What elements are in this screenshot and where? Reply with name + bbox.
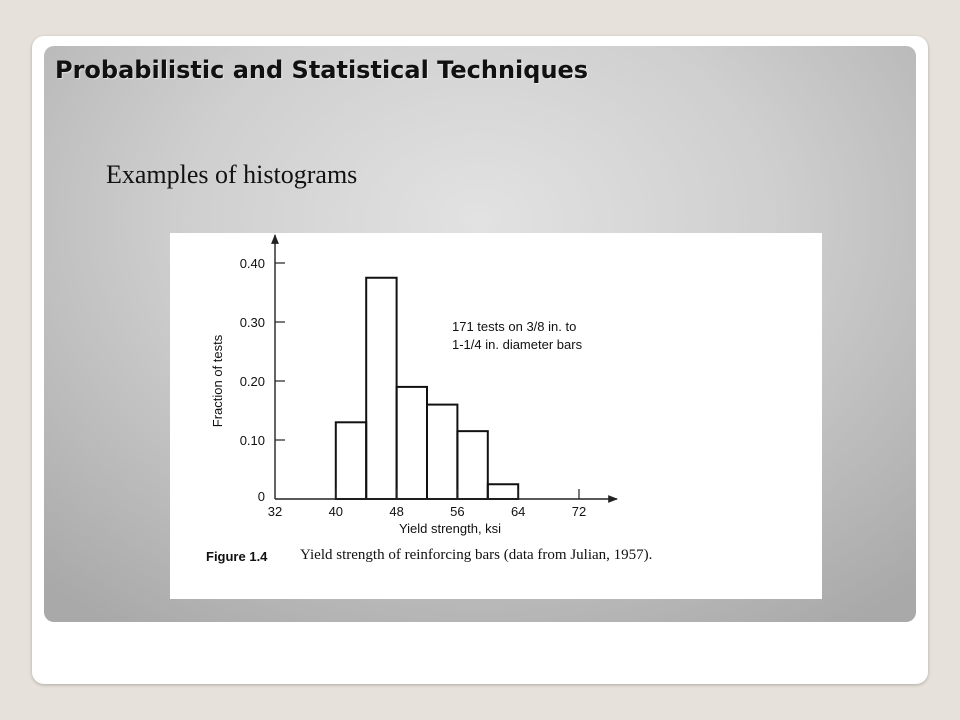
x-tick-label: 64	[510, 504, 526, 519]
figure-caption: Yield strength of reinforcing bars (data from Julian, 1957).	[300, 547, 653, 563]
histogram-bar	[427, 405, 457, 499]
y-tick-label: 0.30	[239, 315, 265, 330]
histogram-chart	[170, 233, 822, 599]
slide-subtitle: Examples of histograms	[106, 160, 358, 189]
histogram-bar	[457, 431, 487, 499]
x-tick-label: 48	[389, 504, 404, 519]
y-tick-label: 0	[257, 489, 265, 504]
histogram-bar	[397, 387, 427, 499]
slide-title: Probabilistic and Statistical Techniques	[55, 56, 589, 84]
x-tick-label: 32	[267, 504, 283, 519]
y-tick-label: 0.20	[239, 374, 265, 389]
histogram-bar	[488, 484, 518, 499]
figure-label: Figure 1.4	[206, 549, 268, 564]
x-axis-label: Yield strength, ksi	[398, 521, 502, 536]
x-tick-label: 56	[450, 504, 465, 519]
histogram-figure	[170, 233, 822, 599]
histogram-bar	[336, 422, 366, 499]
x-tick-label: 72	[571, 504, 587, 519]
x-tick-label: 40	[328, 504, 344, 519]
y-tick-label: 0.10	[239, 433, 265, 448]
histogram-bar	[366, 278, 396, 499]
y-axis-label: Fraction of tests	[210, 334, 225, 428]
chart-annotation: 171 tests on 3/8 in. to	[452, 319, 577, 334]
y-tick-label: 0.40	[239, 256, 265, 271]
chart-annotation: 1-1/4 in. diameter bars	[452, 337, 583, 352]
